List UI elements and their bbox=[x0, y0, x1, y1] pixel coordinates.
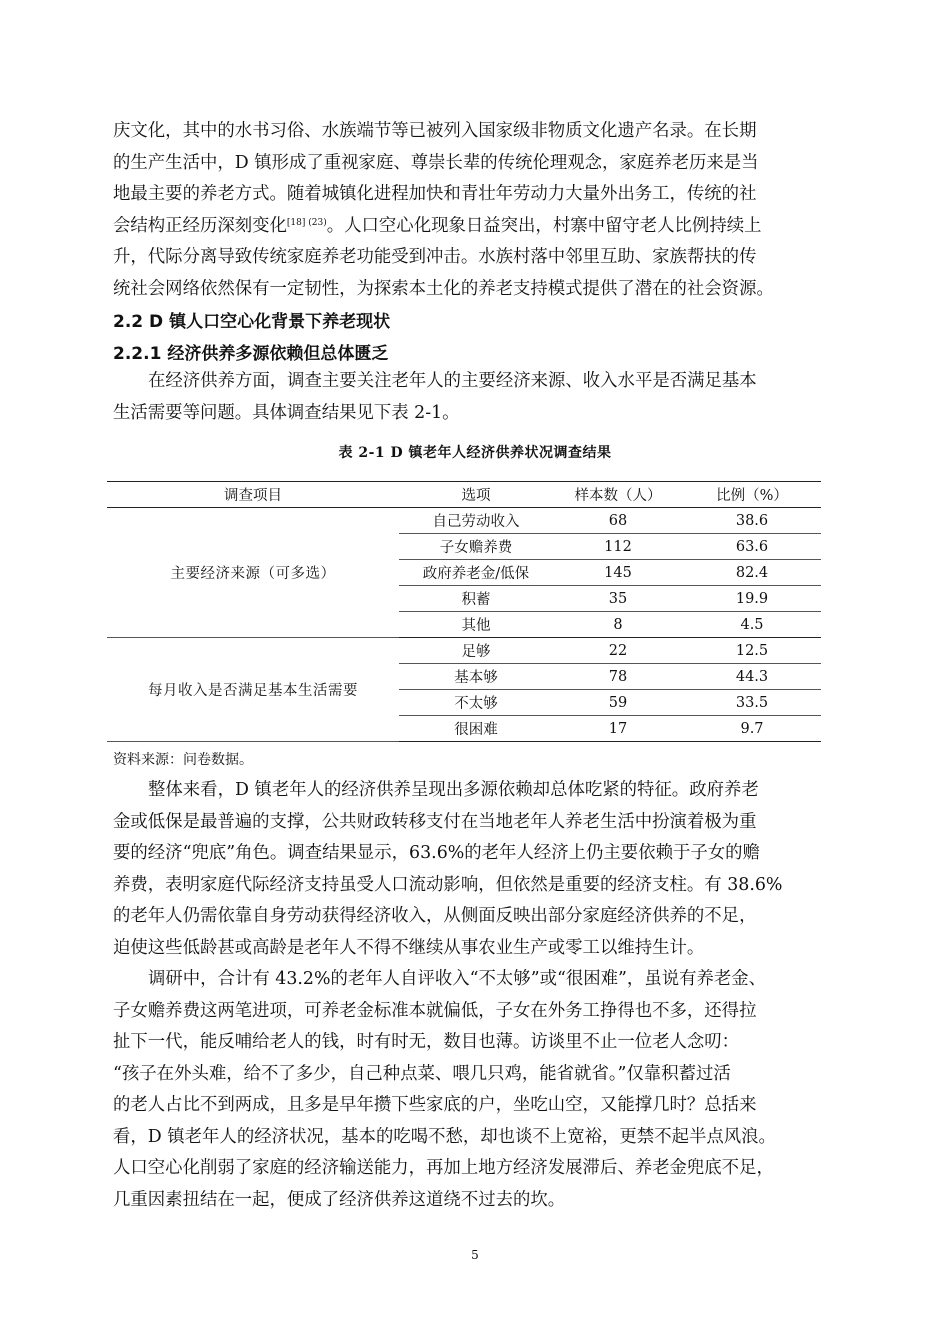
text-line: 迫使这些低龄甚或高龄是老年人不得不继续从事农业生产或零工以维持生计。 bbox=[113, 937, 705, 958]
text-line: 看，D 镇老年人的经济状况，基本的吃喝不愁，却也谈不上宽裕，更禁不起半点风浪。 bbox=[113, 1126, 776, 1147]
count-cell: 8 bbox=[553, 612, 683, 638]
column-header: 样本数（人） bbox=[553, 482, 683, 508]
ratio-cell: 9.7 bbox=[683, 716, 821, 742]
section-heading: 2.2 D 镇人口空心化背景下养老现状 bbox=[113, 312, 391, 332]
text-line: 升，代际分离导致传统家庭养老功能受到冲击。水族村落中邻里互助、家族帮扶的传 bbox=[113, 247, 757, 267]
table-caption: 表 2-1 D 镇老年人经济供养状况调查结果 bbox=[338, 445, 612, 461]
ratio-cell: 44.3 bbox=[683, 664, 821, 690]
data-table bbox=[107, 481, 821, 742]
text-line: 要的经济“兜底”角色。调查结果显示，63.6%的老年人经济上仍主要依赖于子女的赡 bbox=[113, 843, 760, 863]
count-cell: 68 bbox=[553, 508, 683, 534]
column-header: 调查项目 bbox=[107, 482, 399, 508]
text-line: 的老年人仍需依靠自身劳动获得经济收入，从侧面反映出部分家庭经济供养的不足， bbox=[113, 906, 757, 926]
text-line: 几重因素扭结在一起，便成了经济供养这道绕不过去的坎。 bbox=[113, 1189, 566, 1210]
text-line: 养费，表明家庭代际经济支持虽受人口流动影响，但依然是重要的经济支柱。有 38.6% bbox=[113, 874, 783, 895]
ratio-cell: 4.5 bbox=[683, 612, 821, 638]
count-cell: 145 bbox=[553, 560, 683, 586]
subsection-heading: 2.2.1 经济供养多源依赖但总体匮乏 bbox=[113, 344, 389, 364]
text-line: 地最主要的养老方式。随着城镇化进程加快和青壮年劳动力大量外出务工，传统的社 bbox=[113, 184, 757, 204]
ratio-cell: 38.6 bbox=[683, 508, 821, 534]
count-cell: 22 bbox=[553, 638, 683, 664]
ratio-cell: 19.9 bbox=[683, 586, 821, 612]
text-line: 金或低保是最普遍的支撑，公共财政转移支付在当地老年人养老生活中扮演着极为重 bbox=[113, 811, 757, 832]
text-line: 在经济供养方面，调查主要关注老年人的主要经济来源、收入水平是否满足基本 bbox=[148, 371, 757, 391]
option-cell: 基本够 bbox=[399, 664, 553, 690]
option-cell: 政府养老金/低保 bbox=[399, 560, 553, 586]
text-line: 整体来看，D 镇老年人的经济供养呈现出多源依赖却总体吃紧的特征。政府养老 bbox=[148, 780, 759, 800]
count-cell: 112 bbox=[553, 534, 683, 560]
text-run: 会结构正经历深刻变化 bbox=[113, 215, 287, 236]
ratio-cell: 63.6 bbox=[683, 534, 821, 560]
text-line: 统社会网络依然保有一定韧性，为探索本土化的养老支持模式提供了潜在的社会资源。 bbox=[113, 278, 774, 299]
option-cell: 很困难 bbox=[399, 716, 553, 742]
count-cell: 35 bbox=[553, 586, 683, 612]
count-cell: 78 bbox=[553, 664, 683, 690]
table-row bbox=[107, 638, 821, 664]
ratio-cell: 82.4 bbox=[683, 560, 821, 586]
text-line: 庆文化，其中的水书习俗、水族端节等已被列入国家级非物质文化遗产名录。在长期 bbox=[113, 121, 757, 141]
table-header-row bbox=[107, 482, 821, 508]
text-line: 生活需要等问题。具体调查结果见下表 2-1。 bbox=[113, 402, 460, 423]
text-line: 子女赡养费这两笔进项，可养老金标准本就偏低，子女在外务工挣得也不多，还得拉 bbox=[113, 1000, 757, 1021]
option-cell: 自己劳动收入 bbox=[399, 508, 553, 534]
text-line: 的老人占比不到两成，且多是早年攒下些家底的户，坐吃山空，又能撑几时？总括来 bbox=[113, 1095, 757, 1115]
column-header: 比例（%） bbox=[683, 482, 821, 508]
text-line: 调研中，合计有 43.2%的老年人自评收入“不太够”或“很困难”，虽说有养老金、 bbox=[148, 969, 767, 989]
text-line: “孩子在外头难，给不了多少，自己种点菜、喂几只鸡，能省就省。”仅靠积蓄过活 bbox=[113, 1063, 731, 1084]
count-cell: 17 bbox=[553, 716, 683, 742]
option-cell: 其他 bbox=[399, 612, 553, 638]
text-line: 扯下一代，能反哺给老人的钱，时有时无，数目也薄。访谈里不止一位老人念叨： bbox=[113, 1032, 740, 1052]
option-cell: 子女赡养费 bbox=[399, 534, 553, 560]
option-cell: 足够 bbox=[399, 638, 553, 664]
text-run: 。人口空心化现象日益突出，村寨中留守老人比例持续上 bbox=[326, 215, 762, 236]
ratio-cell: 33.5 bbox=[683, 690, 821, 716]
group-label: 每月收入是否满足基本生活需要 bbox=[107, 638, 399, 742]
intro-paragraph bbox=[113, 116, 838, 305]
body-paragraph-1 bbox=[113, 775, 838, 964]
ratio-cell: 12.5 bbox=[683, 638, 821, 664]
text-line bbox=[113, 211, 838, 243]
body-paragraph-2 bbox=[113, 964, 838, 1216]
table-row bbox=[107, 508, 821, 534]
citation: [18] (23) bbox=[286, 217, 327, 228]
lead-paragraph bbox=[113, 366, 838, 429]
column-header: 选项 bbox=[399, 482, 553, 508]
text-line: 人口空心化削弱了家庭的经济输送能力，再加上地方经济发展滞后、养老金兜底不足， bbox=[113, 1158, 774, 1178]
table-source-note: 资料来源：问卷数据。 bbox=[113, 752, 253, 768]
count-cell: 59 bbox=[553, 690, 683, 716]
page-number: 5 bbox=[471, 1248, 479, 1262]
option-cell: 积蓄 bbox=[399, 586, 553, 612]
option-cell: 不太够 bbox=[399, 690, 553, 716]
text-line: 的生产生活中，D 镇形成了重视家庭、尊崇长辈的传统伦理观念，家庭养老历来是当 bbox=[113, 152, 759, 173]
group-label: 主要经济来源（可多选） bbox=[107, 508, 399, 638]
